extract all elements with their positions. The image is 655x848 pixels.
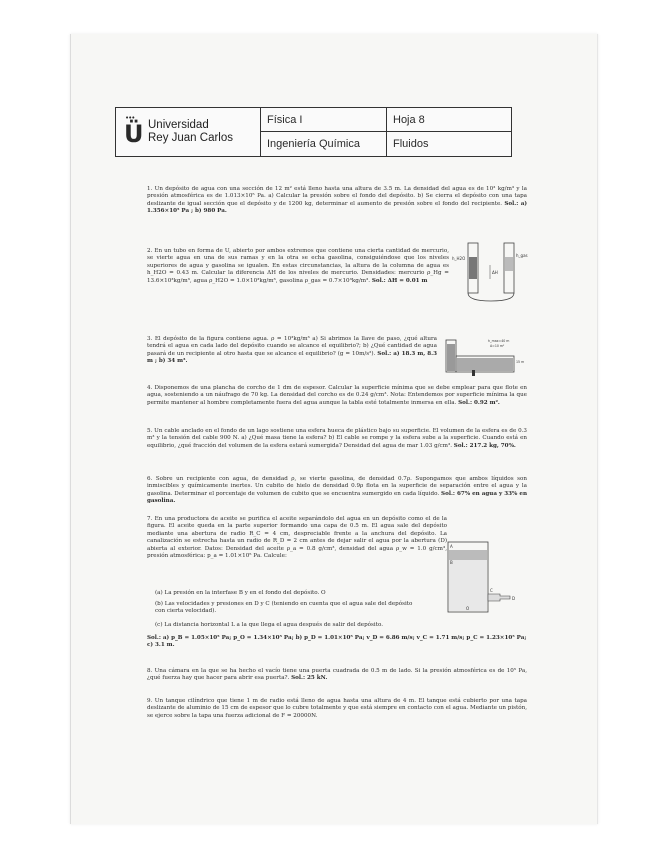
sheet-number: Hoja 8 xyxy=(387,108,511,132)
problem-8 xyxy=(147,668,527,683)
problem-3-text: 3. El depósito de la figura contiene agua. ρ = 10³kg/m³ a) Si abrimos la llave de paso, ¿qué altura tendrá el agua en cada lado del depósito cuando se alcance el equilibrio?; b) ¿Qué cantidad de agua pasará de un recipiente al otro hasta que se alcance el equilibrio? (g = 10m/s²). xyxy=(147,336,437,357)
topic: Fluidos xyxy=(393,138,429,150)
fig3-label-right2: A=10 m² xyxy=(490,344,505,348)
problem-8-text: 8. Una cámara en la que se ha hecho el vacío tiene una puerta cuadrada de 0.5 m de lado. Si la presión atmosférica es de 10⁵ Pa, ¿qué fuerza hay que hacer para abrir esa puerta?. xyxy=(147,668,527,682)
university-logo-cell xyxy=(116,108,261,156)
problem-6-text: 6. Sobre un recipiente con agua, de densidad ρ, se vierte gasolina, de densidad 0.7ρ. Supongamos que ambos líquidos son inmiscibles y químicamente inertes. Un cubito de hielo de densidad 0.9ρ flota en la superficie de separación entre el agua y la gasolina. Determinar el porcentaje de volumen de cubito que se encuentra sumergido en cada líquido. xyxy=(147,476,527,497)
problem-5-solution: Sol.: 217.2 kg, 70%. xyxy=(453,442,516,449)
degree: Ingeniería Química xyxy=(267,138,360,150)
problem-7-item-b: (b) Las velocidades y presiones en D y C (teniendo en cuenta que el agua sale del depósito con cierta velocidad). xyxy=(155,601,413,615)
problem-7-text: 7. En una productora de aceite se purifica el aceite separándolo del agua en un depósito como el de la figura. El aceite queda en la parte superior formando una capa de 0.5 m. El agua sale del depósito mediante una abertura de radio R_C = 4 cm, despreciable frente a la anchura del depósito. La canalización se estrecha hasta un radio de R_D = 2 cm antes de dejar salir el agua por la abertura (D) abierta al exterior. Datos: Densidad del aceite ρ_a = 0.8 g/cm³, densidad del agua ρ_w = 1.0 g/cm³, presión atmosférica: p_a = 1.01×10⁵ Pa. Calcule: xyxy=(147,516,447,560)
problem-4-solution: Sol.: 0.92 m². xyxy=(458,399,500,406)
subject-cell xyxy=(261,108,387,156)
problem-7 xyxy=(147,516,447,560)
fig7-label-a: A xyxy=(450,544,453,549)
problem-5-text: 5. Un cable anclado en el fondo de un lago sostiene una esfera hueca de plástico bajo su superficie. El volumen de la esfera es de 0.3 m³ y la tensión del cable 900 N. a) ¿Qué masa tiene la esfera? b) El cable se rompe y la esfera sube a la superficie. Cuando está en equilibrio, ¿qué fracción del volumen de la esfera estará sumergida? Densidad del agua de mar 1.03 g/cm³. xyxy=(147,428,527,449)
fig3-label-right: h_max=40 m xyxy=(488,339,510,343)
fig7-label-b: B xyxy=(450,560,453,565)
university-name xyxy=(148,119,233,145)
problem-2-text: 2. En un tubo en forma de U, abierto por ambos extremos que contiene una cierta cantidad de mercurio, se vierte agua en una de sus ramas y en la otra se echa gasolina, consiguiéndose que los niveles superiores de agua y gasolina se igualen. En estas circunstancias, la altura de la columna de agua es h_H2O = 0.43 m. Calcular la diferencia ΔH de los niveles de mercurio. Densidades: mercurio ρ_Hg = 13.6×10³kg/m³, agua ρ_H2O = 1.0×10³kg/m³, gasolina ρ_gas = 0.7×10³kg/m³. xyxy=(147,248,449,284)
problem-1-text: 1. Un depósito de agua con una sección de 12 m² está lleno hasta una altura de 3.5 m. La densidad del agua es de 10³ kg/m³ y la presión atmosférica es de 1.013×10⁵ Pa. a) Calcular la presión sobre el fondo del depósito. b) Se cierra el depósito con una tapa deslizante de igual sección que el depósito y de 1200 kg, determinar el aumento de presión sobre el fondo del recipiente. xyxy=(147,186,527,207)
university-logo-icon: ••• Ü xyxy=(124,114,144,148)
problem-2 xyxy=(147,248,449,285)
problem-6-solution: Sol.: 67% en agua y 33% en gasolina. xyxy=(147,490,528,505)
problem-7-item-c: (c) La distancia horizontal L a la que llega el agua después de salir del depósito. xyxy=(155,622,383,628)
fig2-label-delta-h: ΔH xyxy=(492,270,498,275)
sheet-cell xyxy=(387,108,511,156)
oil-separator-figure xyxy=(440,538,525,616)
university-line2: Rey Juan Carlos xyxy=(148,132,234,144)
problem-4 xyxy=(147,385,527,407)
fig7-label-o: O xyxy=(466,606,470,611)
problem-3 xyxy=(147,336,437,366)
fig7-label-c: C xyxy=(490,588,493,593)
fig2-label-gas: h_gas xyxy=(516,253,528,258)
problem-7-solution: Sol.: a) p_B = 1.05×10⁵ Pa; p_O = 1.34×10⁵ Pa; b) p_D = 1.01×10⁵ Pa; v_D = 6.86 m/s; v_C = 1.71 m/s; p_C = 1.23×10⁵ Pa; c) 3.1 m. xyxy=(147,635,527,649)
problem-4-text: 4. Disponemos de una plancha de corcho de 1 dm de espesor. Calcular la superficie mínima que se debe emplear para que flote en agua, sosteniendo a un náufrago de 70 kg. La densidad del corcho es de 0.24 g/cm³. Nota: Entendemos por superficie mínima la que permite mantener al hombre completamente fuera del agua aunque la tabla esté totalmente inmersa en ella. xyxy=(147,385,527,406)
problem-3-solution: Sol.: a) 18.3 m, 8.3 m ; b) 34 m³. xyxy=(147,350,438,365)
university-line1: Universidad xyxy=(148,119,209,131)
problem-1-solution: Sol.: a) 1.356×10⁵ Pa ; b) 980 Pa. xyxy=(147,200,527,215)
problem-2-solution: Sol.: ΔH = 0.01 m xyxy=(371,277,428,284)
problem-9 xyxy=(147,698,527,720)
u-tube-figure xyxy=(452,235,528,305)
problem-7-item-a: (a) La presión en la interfase B y en el fondo del depósito. O xyxy=(155,590,326,596)
problem-8-solution: Sol.: 25 kN. xyxy=(291,675,328,682)
problem-9-text: 9. Un tanque cilíndrico que tiene 1 m de radio está lleno de agua hasta una altura de 4 m. El tanque está cubierto por una tapa deslizante de aluminio de 15 cm de espesor que lo cubre totalmente y que está siempre en contacto con el agua. Mediante un pistón, se ejerce sobre la tapa una fuerza adicional de F = 20000N. xyxy=(147,698,527,719)
header-table xyxy=(115,107,512,157)
problem-1 xyxy=(147,186,527,216)
tank-valve-figure xyxy=(440,330,530,380)
fig2-label-water: h_H2O xyxy=(452,256,466,261)
problem-6 xyxy=(147,476,527,506)
problem-5 xyxy=(147,428,527,450)
subject: Física I xyxy=(261,108,386,132)
fig3-label-left: 15 m xyxy=(516,360,525,364)
fig7-label-d: D xyxy=(512,596,516,601)
